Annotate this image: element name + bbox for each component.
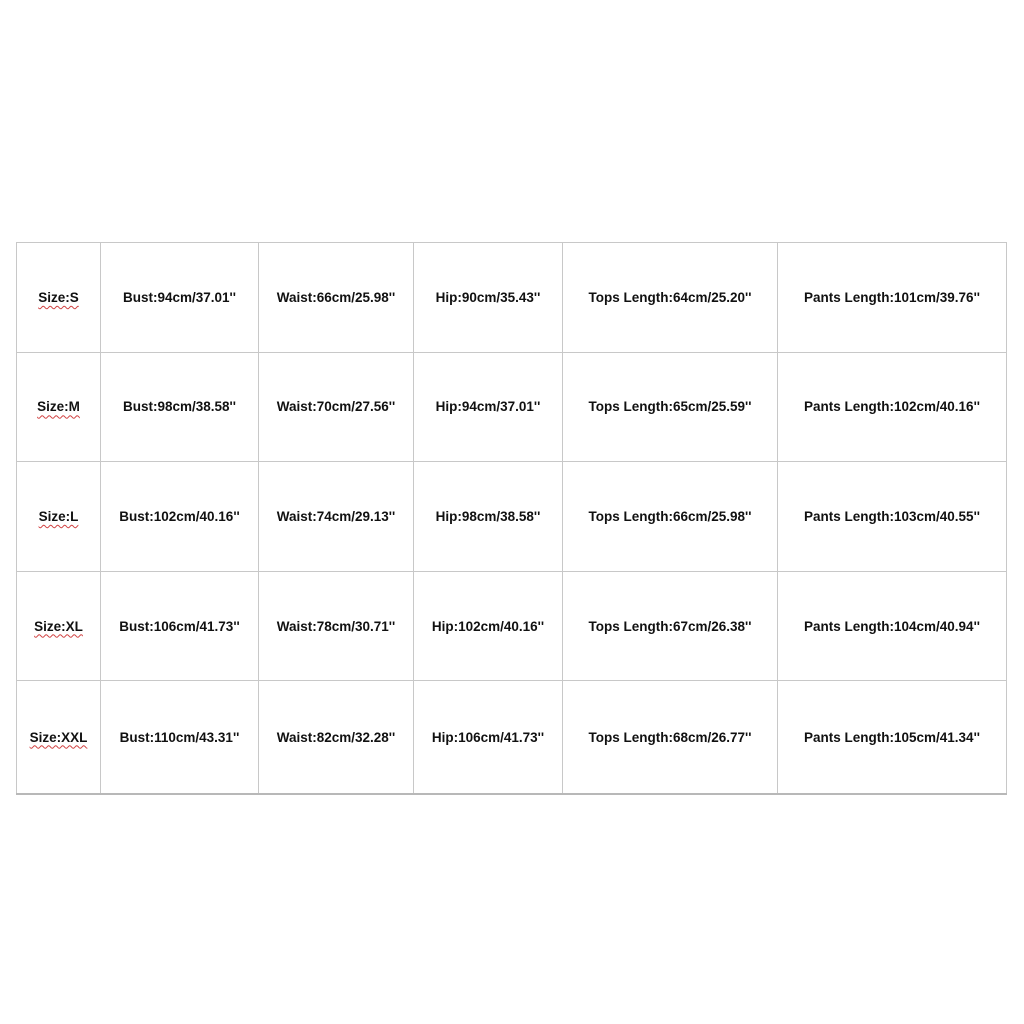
hip-cell: Hip:106cm/41.73'' (414, 681, 563, 794)
size-label: Size:S (38, 289, 79, 305)
size-label: Size:XXL (29, 729, 88, 745)
table-row (17, 571, 1007, 681)
size-cell (17, 352, 101, 462)
tops-length-cell: Tops Length:67cm/26.38'' (563, 571, 778, 681)
bust-cell: Bust:106cm/41.73'' (101, 571, 259, 681)
table-row (17, 462, 1007, 572)
size-label: Size:L (38, 509, 79, 525)
bust-cell: Bust:94cm/37.01'' (101, 243, 259, 353)
size-cell (17, 681, 101, 794)
size-label: Size:XL (34, 618, 83, 634)
hip-cell: Hip:94cm/37.01'' (414, 352, 563, 462)
table-row (17, 352, 1007, 462)
hip-cell: Hip:90cm/35.43'' (414, 243, 563, 353)
size-cell (17, 462, 101, 572)
table-row (17, 243, 1007, 353)
size-cell (17, 571, 101, 681)
pants-length-cell: Pants Length:102cm/40.16'' (778, 352, 1007, 462)
tops-length-cell: Tops Length:68cm/26.77'' (563, 681, 778, 794)
hip-cell: Hip:98cm/38.58'' (414, 462, 563, 572)
tops-length-cell: Tops Length:64cm/25.20'' (563, 243, 778, 353)
bust-cell: Bust:110cm/43.31'' (101, 681, 259, 794)
size-cell (17, 243, 101, 353)
size-label: Size:M (37, 399, 80, 415)
tops-length-cell: Tops Length:65cm/25.59'' (563, 352, 778, 462)
tops-length-cell: Tops Length:66cm/25.98'' (563, 462, 778, 572)
table-row (17, 681, 1007, 794)
waist-cell: Waist:66cm/25.98'' (259, 243, 414, 353)
pants-length-cell: Pants Length:103cm/40.55'' (778, 462, 1007, 572)
size-chart-table (16, 242, 1007, 795)
pants-length-cell: Pants Length:104cm/40.94'' (778, 571, 1007, 681)
waist-cell: Waist:78cm/30.71'' (259, 571, 414, 681)
pants-length-cell: Pants Length:101cm/39.76'' (778, 243, 1007, 353)
hip-cell: Hip:102cm/40.16'' (414, 571, 563, 681)
bust-cell: Bust:102cm/40.16'' (101, 462, 259, 572)
bust-cell: Bust:98cm/38.58'' (101, 352, 259, 462)
waist-cell: Waist:82cm/32.28'' (259, 681, 414, 794)
waist-cell: Waist:70cm/27.56'' (259, 352, 414, 462)
waist-cell: Waist:74cm/29.13'' (259, 462, 414, 572)
pants-length-cell: Pants Length:105cm/41.34'' (778, 681, 1007, 794)
